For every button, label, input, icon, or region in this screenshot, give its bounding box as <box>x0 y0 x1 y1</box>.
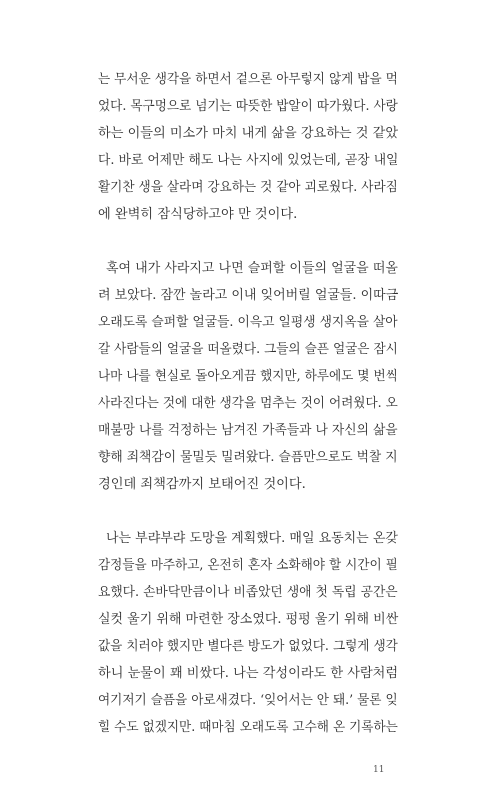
text-line: 감정들을 마주하고, 온전히 혼자 소화해야 할 시간이 필 <box>98 558 398 573</box>
text-line: 힐 수도 없겠지만. 때마침 오래도록 고수해 온 기록하는 <box>98 720 398 735</box>
text-line: 었다. 목구멍으로 넘기는 따뜻한 밥알이 따가웠다. 사랑 <box>98 99 398 114</box>
text-line: 실컷 울기 위해 마련한 장소였다. 펑펑 울기 위해 비싼 <box>98 612 399 627</box>
text-line: 에 완벽히 잠식당하고야 만 것이다. <box>98 207 298 222</box>
text-line: 나는 부랴부랴 도망을 계획했다. 매일 요동치는 온갖 <box>106 531 398 546</box>
text-line: 여기저기 슬픔을 아로새겼다. ‘잊어서는 안 돼.’ 물론 잊 <box>98 693 398 708</box>
text-line: 는 무서운 생각을 하면서 겉으론 아무렇지 않게 밥을 먹 <box>98 72 398 87</box>
page-number: 11 <box>373 765 385 775</box>
text-line: 하는 이들의 미소가 마치 내게 삶을 강요하는 것 같았 <box>98 126 399 141</box>
text-line: 값을 치러야 했지만 별다른 방도가 없었다. 그렇게 생각 <box>98 639 398 654</box>
text-line: 려 보았다. 잠깐 놀라고 이내 잊어버릴 얼굴들. 이따금 <box>98 288 399 303</box>
text-line: 사라진다는 것에 대한 생각을 멈추는 것이 어려웠다. 오 <box>98 396 398 411</box>
text-line: 경인데 죄책감까지 보태어진 것이다. <box>98 477 306 492</box>
text-line: 하니 눈물이 꽤 비쌌다. 나는 각성이라도 한 사람처럼 <box>98 666 399 681</box>
text-line: 활기찬 생을 살라며 강요하는 것 같아 괴로웠다. 사라짐 <box>98 180 398 195</box>
text-line: 혹여 내가 사라지고 나면 슬퍼할 이들의 얼굴을 떠올 <box>106 261 398 276</box>
text-line: 매불망 나를 걱정하는 남겨진 가족들과 나 자신의 삶을 <box>98 423 398 438</box>
text-line: 나마 나를 현실로 돌아오게끔 했지만, 하루에도 몇 번씩 <box>98 369 398 384</box>
text-line: 오래도록 슬퍼할 얼굴들. 이윽고 일평생 생지옥을 살아 <box>98 315 398 330</box>
text-line: 갈 사람들의 얼굴을 떠올렸다. 그들의 슬픈 얼굴은 잠시 <box>98 342 398 357</box>
text-line: 향해 죄책감이 물밀듯 밀려왔다. 슬픔만으로도 벅찰 지 <box>98 450 398 465</box>
text-line: 요했다. 손바닥만큼이나 비좁았던 생애 첫 독립 공간은 <box>98 585 398 600</box>
text-line: 다. 바로 어제만 해도 나는 사지에 있었는데, 곧장 내일 <box>98 153 399 168</box>
